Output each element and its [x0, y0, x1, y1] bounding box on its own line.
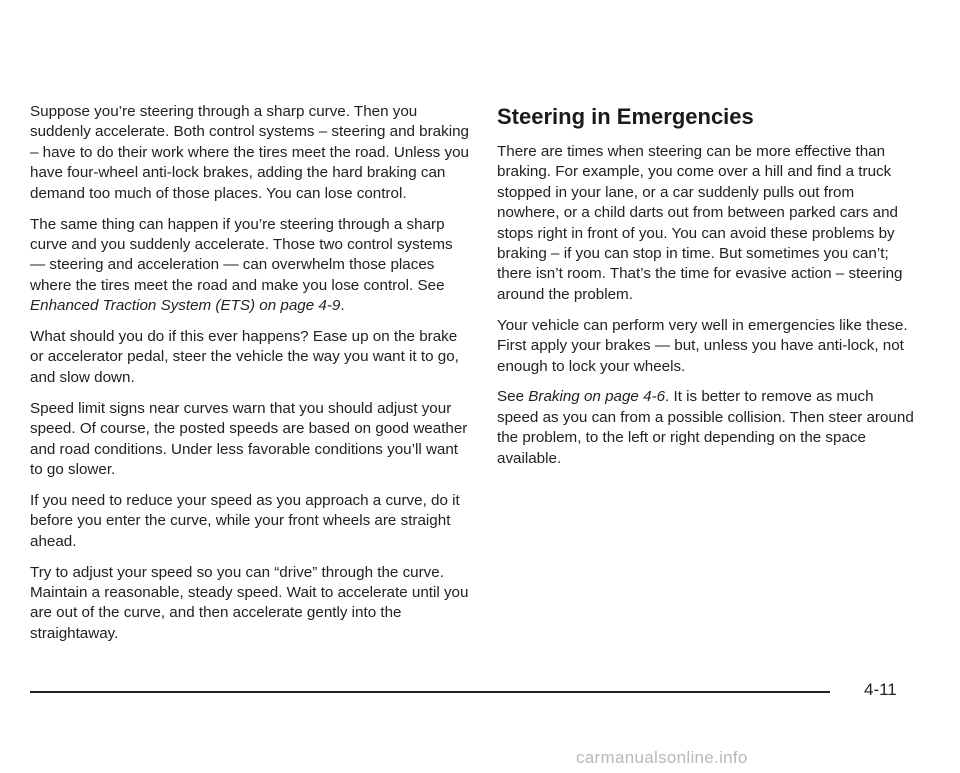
paragraph-vehicle-perform: Your vehicle can perform very well in emergencies like these. First apply your brakes — but, unless you have anti-lock, not enough to lock your wheels.: [497, 316, 908, 375]
page-number: 4-11: [864, 680, 897, 699]
ets-reference-link[interactable]: Enhanced Traction System (ETS) on page 4-9: [30, 297, 341, 315]
paragraph-steering-effective: There are times when steering can be more effective than braking. For example, you come over a hill and find a truck stopped in your lane, or a car suddenly pulls out from nowhere, or a child darts out from between parked cars and stops right in front of you. You can avoid these problems by braking – if you can stop in time. But sometimes you can’t; there isn’t room. That’s the time for evasive action – steering around the problem.: [497, 143, 903, 303]
watermark: carmanualsonline.info: [576, 748, 748, 767]
paragraph-text: . It is better to remove as much speed as you can from a possible collision. Then steer around the problem, to the left or right depending on the space available.: [497, 388, 914, 467]
paragraph-text: The same thing can happen if you’re steering through a sharp curve and you suddenly accelerate. Those two control systems — steering and acceleration — can overwhelm those places where the tires meet the road and make you lose control. See: [30, 215, 453, 294]
footer-rule: [30, 691, 830, 693]
paragraph-sharp-curve: Suppose you’re steering through a sharp curve. Then you suddenly accelerate. Both control systems – steering and braking – have to do their work where the tires meet the road. Unless you have four-wheel anti-lock brakes, adding the hard braking can demand too much of those places. You can lose control.: [30, 103, 469, 202]
paragraph-same-thing: [30, 215, 470, 317]
paragraph-end: .: [340, 297, 345, 315]
section-heading: Steering in Emergencies: [497, 104, 754, 129]
paragraph-adjust-speed: Try to adjust your speed so you can “drive” through the curve. Maintain a reasonable, steady speed. Wait to accelerate until you are out of the curve, and then accelerate gently into the straightaway.: [30, 563, 469, 642]
left-column: [30, 102, 470, 655]
right-column: [497, 104, 915, 480]
braking-reference-link[interactable]: Braking on page 4-6: [528, 388, 666, 406]
paragraph-text: See: [497, 388, 529, 406]
paragraph-reduce-speed: If you need to reduce your speed as you approach a curve, do it before you enter the curve, while your front wheels are straight ahead.: [30, 491, 460, 550]
paragraph-what-to-do: What should you do if this ever happens? Ease up on the brake or accelerator pedal, steer the vehicle the way you want it to go, and slow down.: [30, 328, 459, 386]
paragraph-speed-signs: Speed limit signs near curves warn that you should adjust your speed. Of course, the posted speeds are based on good weather and road conditions. Under less favorable conditions you’ll want to go slower.: [30, 399, 468, 478]
paragraph-see-braking: [497, 387, 915, 469]
